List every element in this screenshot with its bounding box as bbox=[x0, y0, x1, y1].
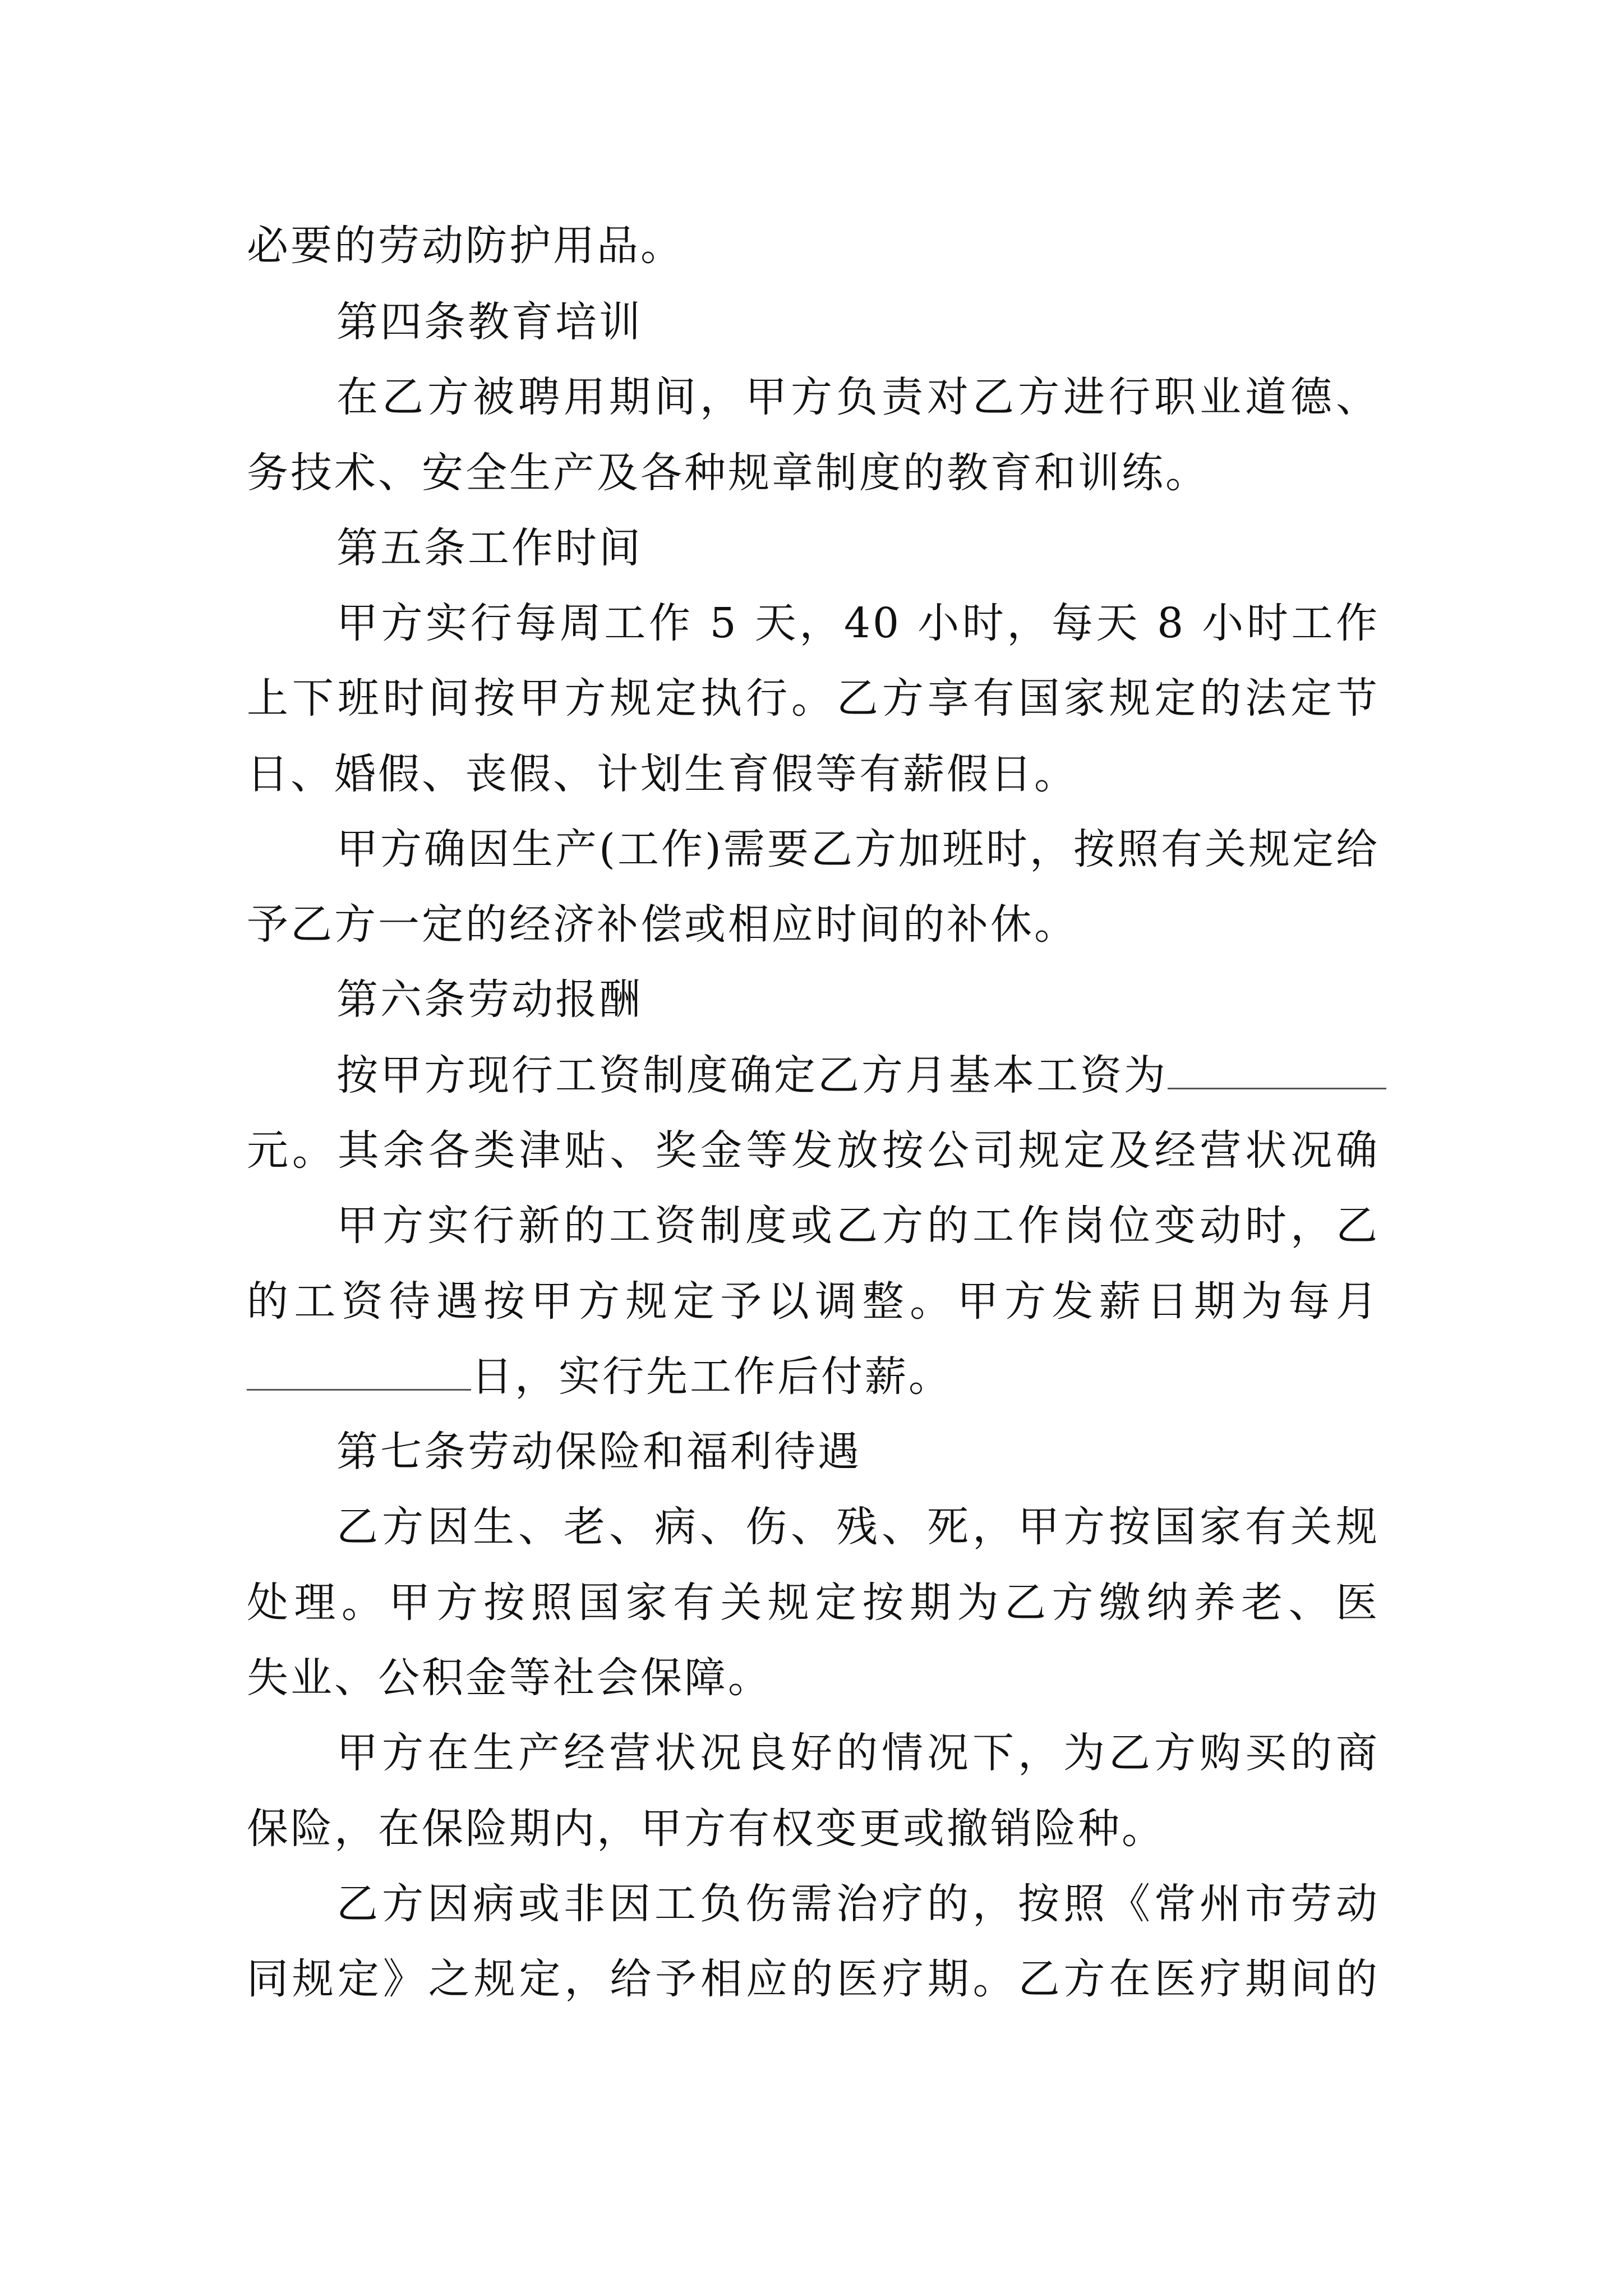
text-line-13: 元。其余各类津贴、奖金等发放按公司规定及经营状况确 bbox=[247, 1126, 1380, 1175]
section-heading-7: 第七条劳动保险和福利待遇 bbox=[336, 1428, 861, 1476]
text-line-3: 在乙方被聘用期间，甲方负责对乙方进行职业道德、 bbox=[336, 373, 1380, 421]
text-line-14: 甲方实行新的工资制度或乙方的工作岗位变动时，乙 bbox=[336, 1202, 1380, 1250]
text-line-15: 的工资待遇按甲方规定予以调整。甲方发薪日期为每月 bbox=[247, 1277, 1380, 1326]
section-heading-6: 第六条劳动报酬 bbox=[336, 976, 643, 1024]
pay-day-blank bbox=[247, 1350, 471, 1391]
text-line-8: 日、婚假、丧假、计划生育假等有薪假日。 bbox=[247, 750, 1078, 798]
text-line-10: 予乙方一定的经济补偿或相应时间的补休。 bbox=[247, 900, 1078, 949]
text-line-16 bbox=[247, 1346, 1380, 1407]
text-line-24: 同规定》之规定，给予相应的医疗期。乙方在医疗期间的 bbox=[247, 1955, 1380, 2003]
text-line-7: 上下班时间按甲方规定执行。乙方享有国家规定的法定节 bbox=[247, 674, 1380, 723]
text-line-6: 甲方实行每周工作 5 天，40 小时，每天 8 小时工作 bbox=[336, 599, 1380, 647]
text-line-21: 甲方在生产经营状况良好的情况下，为乙方购买的商 bbox=[336, 1729, 1380, 1777]
text-line-23: 乙方因病或非因工负伤需治疗的，按照《常州市劳动 bbox=[336, 1880, 1380, 1928]
section-heading-4: 第四条教育培训 bbox=[336, 298, 643, 346]
text-line-20: 失业、公积金等社会保障。 bbox=[247, 1654, 772, 1702]
text-line-18: 乙方因生、老、病、伤、残、死，甲方按国家有关规 bbox=[336, 1503, 1380, 1551]
section-heading-5: 第五条工作时间 bbox=[336, 524, 643, 572]
text-line-1: 必要的劳动防护用品。 bbox=[247, 222, 684, 270]
salary-amount-blank bbox=[1168, 1048, 1386, 1089]
text-line-22: 保险，在保险期内，甲方有权变更或撤销险种。 bbox=[247, 1805, 1165, 1853]
salary-text: 按甲方现行工资制度确定乙方月基本工资为 bbox=[336, 1051, 1168, 1099]
text-line-4: 务技术、安全生产及各种规章制度的教育和训练。 bbox=[247, 449, 1209, 497]
text-line-9: 甲方确因生产(工作)需要乙方加班时，按照有关规定给 bbox=[336, 825, 1380, 873]
text-line-12 bbox=[336, 1045, 1380, 1106]
text-line-19: 处理。甲方按照国家有关规定按期为乙方缴纳养老、医 bbox=[247, 1579, 1380, 1627]
pay-day-text: 日，实行先工作后付薪。 bbox=[471, 1352, 952, 1401]
